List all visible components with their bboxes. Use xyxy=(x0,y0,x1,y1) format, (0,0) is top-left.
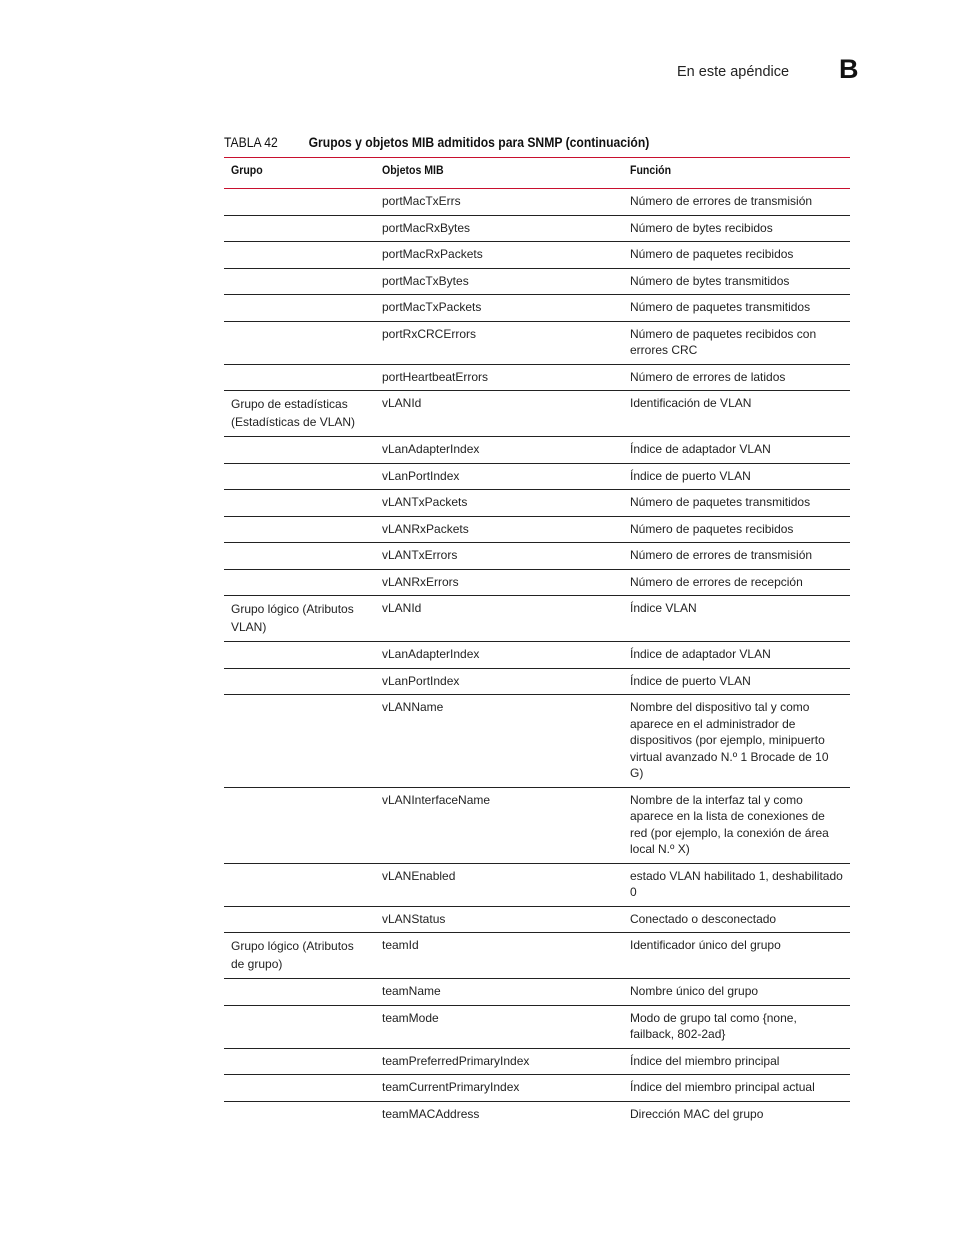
table-row xyxy=(224,516,850,543)
table-row xyxy=(224,695,850,788)
cell-grupo xyxy=(224,642,375,669)
cell-objeto-mib: vLanPortIndex xyxy=(375,668,623,695)
cell-funcion: Conectado o desconectado xyxy=(623,906,850,933)
table-row xyxy=(224,242,850,269)
cell-objeto-mib: portRxCRCErrors xyxy=(375,321,623,364)
cell-grupo xyxy=(224,979,375,1006)
table-row xyxy=(224,215,850,242)
cell-grupo xyxy=(224,695,375,788)
cell-grupo xyxy=(224,364,375,391)
cell-funcion: Identificador único del grupo xyxy=(623,933,850,979)
cell-objeto-mib: teamCurrentPrimaryIndex xyxy=(375,1075,623,1102)
cell-grupo: Grupo lógico (Atributos de grupo) xyxy=(224,933,375,979)
cell-funcion: Número de bytes recibidos xyxy=(623,215,850,242)
cell-grupo: Grupo de estadísticas (Estadísticas de VLAN) xyxy=(224,391,375,437)
cell-objeto-mib: teamPreferredPrimaryIndex xyxy=(375,1048,623,1075)
cell-funcion: Índice de adaptador VLAN xyxy=(623,437,850,464)
cell-grupo xyxy=(224,787,375,863)
cell-grupo xyxy=(224,543,375,570)
cell-grupo xyxy=(224,863,375,906)
table-row xyxy=(224,437,850,464)
cell-funcion: Número de paquetes recibidos xyxy=(623,242,850,269)
table-row xyxy=(224,1101,850,1127)
cell-funcion: Índice de adaptador VLAN xyxy=(623,642,850,669)
table-row xyxy=(224,295,850,322)
column-header-objetos: Objetos MIB xyxy=(375,158,623,189)
cell-grupo xyxy=(224,906,375,933)
cell-funcion: Modo de grupo tal como {none, failback, 802-2ad} xyxy=(623,1005,850,1048)
cell-objeto-mib: portMacRxPackets xyxy=(375,242,623,269)
cell-funcion: Número de paquetes recibidos xyxy=(623,516,850,543)
cell-objeto-mib: vLanAdapterIndex xyxy=(375,642,623,669)
cell-objeto-mib: vLANName xyxy=(375,695,623,788)
cell-funcion: Dirección MAC del grupo xyxy=(630,1106,764,1121)
column-header-grupo: Grupo xyxy=(224,158,375,189)
cell-funcion: Nombre único del grupo xyxy=(623,979,850,1006)
cell-objeto-mib: portMacRxBytes xyxy=(375,215,623,242)
cell-grupo xyxy=(224,437,375,464)
table-number: TABLA 42 xyxy=(224,135,278,150)
cell-grupo xyxy=(224,1075,375,1102)
cell-grupo xyxy=(224,1101,375,1127)
table-row xyxy=(224,189,850,216)
cell-objeto-mib: vLANInterfaceName xyxy=(375,787,623,863)
cell-funcion: Índice de puerto VLAN xyxy=(623,463,850,490)
cell-funcion: Número de paquetes recibidos con errores CRC xyxy=(623,321,850,364)
cell-grupo xyxy=(224,463,375,490)
table-row xyxy=(224,321,850,364)
cell-objeto-mib: vLANRxPackets xyxy=(375,516,623,543)
cell-grupo xyxy=(224,1005,375,1048)
cell-funcion: estado VLAN habilitado 1, deshabilitado 0 xyxy=(623,863,850,906)
cell-objeto-mib: teamMACAddress xyxy=(382,1106,480,1121)
table-row xyxy=(224,364,850,391)
cell-grupo xyxy=(224,215,375,242)
cell-grupo xyxy=(224,189,375,216)
cell-objeto-mib: teamId xyxy=(375,933,623,979)
cell-funcion: Identificación de VLAN xyxy=(623,391,850,437)
cell-funcion: Índice del miembro principal actual xyxy=(623,1075,850,1102)
cell-objeto-mib: portMacTxErrs xyxy=(375,189,623,216)
cell-objeto-mib: vLANTxPackets xyxy=(375,490,623,517)
cell-objeto-mib: vLANEnabled xyxy=(375,863,623,906)
appendix-letter: B xyxy=(839,54,859,84)
table-row xyxy=(224,642,850,669)
table-row xyxy=(224,1048,850,1075)
cell-objeto-mib: teamName xyxy=(375,979,623,1006)
cell-objeto-mib: vLANTxErrors xyxy=(375,543,623,570)
cell-objeto-mib: vLANId xyxy=(375,391,623,437)
table-row xyxy=(224,906,850,933)
table-caption xyxy=(224,135,649,150)
table-row xyxy=(224,1005,850,1048)
table-row xyxy=(224,391,850,437)
cell-funcion: Número de paquetes transmitidos xyxy=(623,490,850,517)
table-header-row xyxy=(224,158,850,189)
cell-funcion: Índice de puerto VLAN xyxy=(623,668,850,695)
cell-grupo xyxy=(224,1048,375,1075)
table-row xyxy=(224,979,850,1006)
cell-objeto-mib: portMacTxPackets xyxy=(375,295,623,322)
cell-grupo xyxy=(224,490,375,517)
cell-funcion: Índice VLAN xyxy=(623,596,850,642)
table-row xyxy=(224,268,850,295)
cell-grupo xyxy=(224,321,375,364)
cell-objeto-mib: vLANId xyxy=(375,596,623,642)
cell-grupo xyxy=(224,516,375,543)
cell-funcion: Número de errores de recepción xyxy=(623,569,850,596)
cell-funcion: Número de paquetes transmitidos xyxy=(623,295,850,322)
table-row xyxy=(224,463,850,490)
mib-objects-table xyxy=(224,157,850,1127)
cell-grupo xyxy=(224,668,375,695)
cell-objeto-mib: vLanAdapterIndex xyxy=(375,437,623,464)
cell-objeto-mib: portHeartbeatErrors xyxy=(375,364,623,391)
cell-objeto-mib: vLANStatus xyxy=(375,906,623,933)
table-body xyxy=(224,189,850,1128)
cell-objeto-mib: vLANRxErrors xyxy=(375,569,623,596)
table-row xyxy=(224,1075,850,1102)
table-row xyxy=(224,787,850,863)
cell-grupo xyxy=(224,242,375,269)
cell-funcion: Número de errores de transmisión xyxy=(623,189,850,216)
cell-funcion: Índice del miembro principal xyxy=(623,1048,850,1075)
cell-grupo xyxy=(224,295,375,322)
cell-grupo xyxy=(224,268,375,295)
cell-funcion: Número de errores de transmisión xyxy=(623,543,850,570)
table-row xyxy=(224,490,850,517)
cell-funcion: Nombre del dispositivo tal y como aparece en el administrador de dispositivos (por ejemplo, minipuerto virtual avanzado N.º 1 Brocade de 10 G) xyxy=(623,695,850,788)
table-row xyxy=(224,863,850,906)
table-row xyxy=(224,569,850,596)
table-row xyxy=(224,543,850,570)
column-header-funcion: Función xyxy=(623,158,850,189)
cell-grupo xyxy=(224,569,375,596)
cell-funcion: Número de errores de latidos xyxy=(623,364,850,391)
table-title: Grupos y objetos MIB admitidos para SNMP (continuación) xyxy=(308,135,650,150)
table-row xyxy=(224,596,850,642)
cell-objeto-mib: teamMode xyxy=(375,1005,623,1048)
cell-funcion: Nombre de la interfaz tal y como aparece en la lista de conexiones de red (por ejemplo, la conexión de área local N.º X) xyxy=(623,787,850,863)
cell-funcion: Número de bytes transmitidos xyxy=(623,268,850,295)
cell-objeto-mib: portMacTxBytes xyxy=(375,268,623,295)
cell-objeto-mib: vLanPortIndex xyxy=(375,463,623,490)
table-row xyxy=(224,668,850,695)
section-title: En este apéndice xyxy=(677,64,790,80)
table-row xyxy=(224,933,850,979)
cell-grupo: Grupo lógico (Atributos VLAN) xyxy=(224,596,375,642)
